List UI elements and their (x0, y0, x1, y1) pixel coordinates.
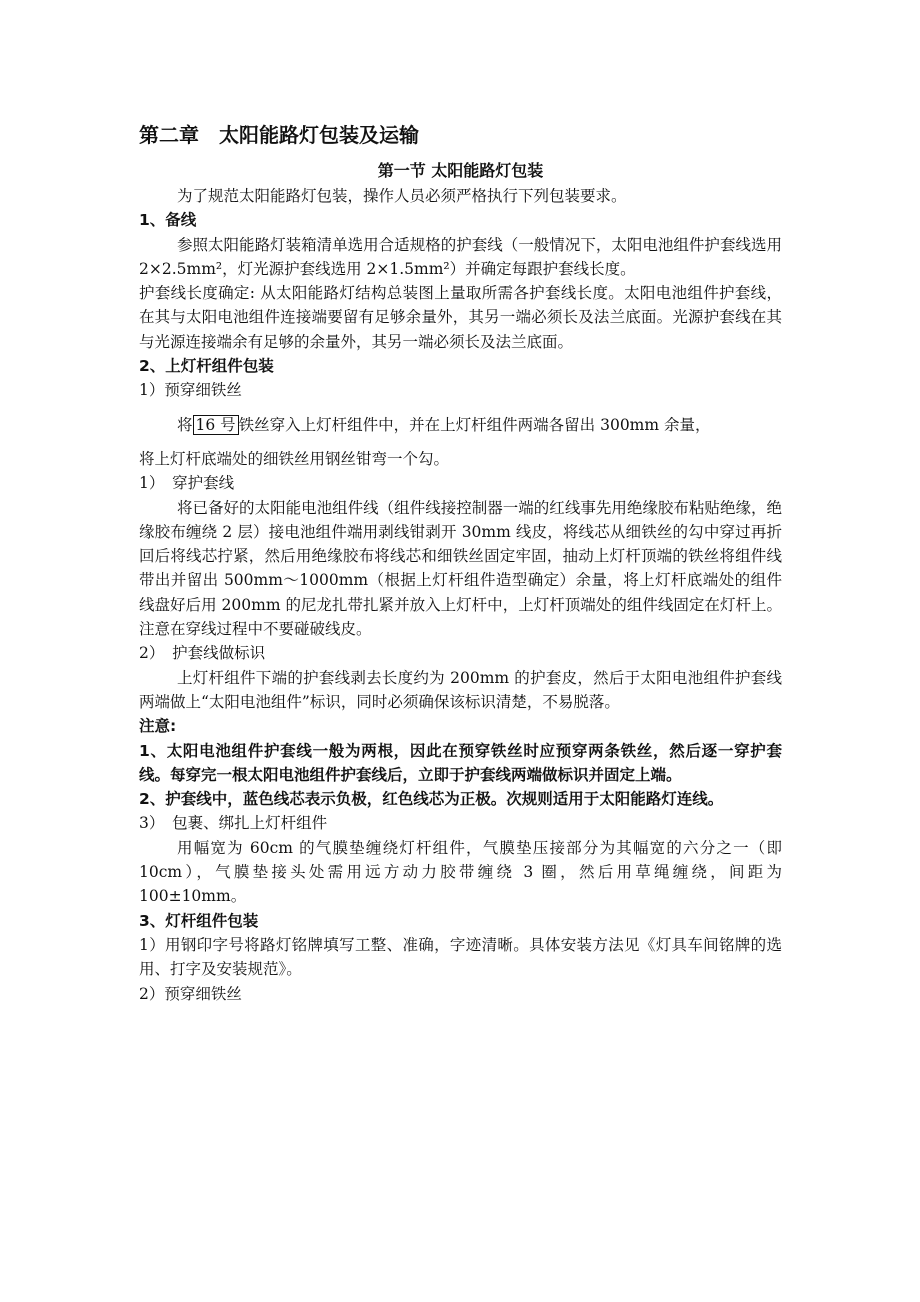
paragraph-wrap-pole: 用幅宽为 60cm 的气膜垫缠绕灯杆组件，气膜垫压接部分为其幅宽的六分之一（即 10cm），气膜垫接头处需用远方动力胶带缠绕 3 圈，然后用草绳缠绕，间距为 100±10mm。 (139, 838, 782, 906)
subheading-prethread-wire: 1）预穿细铁丝 (139, 381, 242, 400)
note-label: 注意: (139, 717, 177, 736)
paragraph-select-wire: 参照太阳能路灯装箱清单选用合适规格的护套线（一般情况下，太阳电池组件护套线选用 2×2.5mm²，灯光源护套线选用 2×1.5mm²）并确定每跟护套线长度。 (139, 235, 782, 278)
section-title: 第一节 太阳能路灯包装 (377, 161, 544, 180)
paragraph-mark-sheath: 上灯杆组件下端的护套线剥去长度约为 200mm 的护套皮，然后于太阳电池组件护套线两端做上“太阳电池组件”标识，同时必须确保该标识清楚，不易脱落。 (139, 668, 782, 711)
text-segment: 将 (177, 415, 193, 434)
document-page (139, 120, 782, 1006)
subheading-wrap-pole: 3） 包裹、绑扎上灯杆组件 (139, 814, 328, 833)
note-item-1: 1、太阳电池组件护套线一般为两根，因此在预穿铁丝时应预穿两条铁丝，然后逐一穿护套线。每穿完一根太阳电池组件护套线后，立即于护套线两端做标识并固定上端。 (139, 741, 782, 784)
paragraph-prethread-wire-2: 2）预穿细铁丝 (139, 984, 242, 1003)
paragraph-wire-length: 护套线长度确定: 从太阳能路灯结构总装图上量取所需各护套线长度。太阳电池组件护套线，在其与太阳电池组件连接端要留有足够余量外，其另一端必须长及法兰底面。光源护套线在其与光源连接端余有足够的余量外，其另一端必须长及法兰底面。 (139, 284, 782, 351)
subheading-mark-sheath: 2） 护套线做标识 (139, 644, 266, 663)
paragraph-thread-sheath: 将已备好的太阳能电池组件线（组件线接控制器一端的红线事先用绝缘胶布粘贴绝缘，绝缘胶布缠绕 2 层）接电池组件端用剥线钳剥开 30mm 线皮，将线芯从细铁丝的勾中穿过再折回后将线芯拧紧，然后用绝缘胶布将线芯和细铁丝固定牢固，抽动上灯杆顶端的铁丝将组件线带出并留出 500mm～1000mm（根据上灯杆组件造型确定）余量，将上灯杆底端处的组件线盘好后用 200mm 的尼龙扎带扎紧并放入上灯杆中，上灯杆顶端处的组件线固定在灯杆上。注意在穿线过程中不要碰破线皮。 (139, 498, 782, 639)
heading-prepare-wire: 1、备线 (139, 211, 197, 230)
subheading-thread-sheath: 1） 穿护套线 (139, 474, 235, 493)
paragraph-nameplate: 1）用钢印字号将路灯铭牌填写工整、准确，字迹清晰。具体安装方法见《灯具车间铭牌的选用、打字及安装规范》。 (139, 935, 782, 979)
text-segment: 铁丝穿入上灯杆组件中，并在上灯杆组件两端各留出 300mm 余量， (238, 415, 711, 434)
intro-paragraph: 为了规范太阳能路灯包装，操作人员必须严格执行下列包装要求。 (177, 187, 627, 205)
wire-gauge-box: 16 号 (193, 415, 239, 435)
note-item-2: 2、护套线中，蓝色线芯表示负极，红色线芯为正极。次规则适用于太阳能路灯连线。 (139, 790, 724, 809)
paragraph-prethread-wire (139, 413, 782, 437)
heading-upper-pole-packing: 2、上灯杆组件包装 (139, 357, 274, 376)
heading-pole-packing: 3、灯杆组件包装 (139, 911, 259, 930)
chapter-title: 第二章 太阳能路灯包装及运输 (139, 123, 419, 147)
paragraph-bend-hook: 将上灯杆底端处的细铁丝用钢丝钳弯一个勾。 (139, 449, 450, 468)
